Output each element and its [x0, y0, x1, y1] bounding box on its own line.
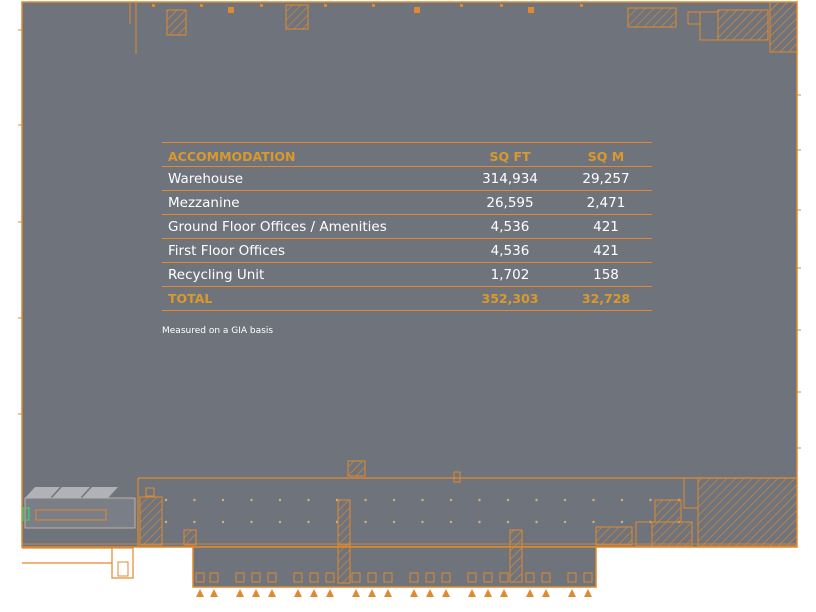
dock-marker	[468, 589, 476, 597]
dock-marker	[352, 589, 360, 597]
column-dot	[364, 499, 366, 501]
dock-marker	[484, 589, 492, 597]
dock-marker	[568, 589, 576, 597]
header-sqm: SQ M	[587, 149, 625, 164]
row-sqm: 421	[593, 243, 619, 259]
column-dot	[592, 499, 594, 501]
total-sqft: 352,303	[481, 291, 539, 306]
table-total-row	[162, 287, 652, 311]
dock-marker	[268, 589, 276, 597]
row-sqm: 2,471	[586, 195, 626, 211]
row-sqft: 4,536	[490, 219, 530, 235]
total-sqm: 32,728	[581, 291, 631, 306]
dock-marker	[368, 589, 376, 597]
header-sqft: SQ FT	[489, 149, 531, 164]
dock-marker	[196, 589, 204, 597]
column-dot	[478, 499, 480, 501]
row-name: Mezzanine	[168, 195, 240, 211]
loading-dock	[193, 547, 596, 587]
column-dot	[592, 521, 594, 523]
column-dot	[621, 521, 623, 523]
dock-marker	[236, 589, 244, 597]
column-dot	[165, 521, 167, 523]
column-dot	[649, 499, 651, 501]
row-sqft: 1,702	[490, 267, 530, 283]
dock-marker	[426, 589, 434, 597]
dock-level-markers	[196, 589, 592, 597]
table-row	[162, 239, 652, 263]
dock-marker	[500, 589, 508, 597]
dock-marker	[384, 589, 392, 597]
column-dot	[364, 521, 366, 523]
column-dot	[307, 521, 309, 523]
row-sqm: 158	[593, 267, 619, 283]
column-dot	[450, 521, 452, 523]
column-dot	[393, 521, 395, 523]
column-dot	[279, 499, 281, 501]
column-dot	[222, 499, 224, 501]
row-sqft: 4,536	[490, 243, 530, 259]
dock-marker	[252, 589, 260, 597]
dock-marker	[584, 589, 592, 597]
row-sqft: 26,595	[486, 195, 534, 211]
measurement-note: Measured on a GIA basis	[162, 326, 274, 336]
row-name: Recycling Unit	[168, 267, 265, 283]
row-sqm: 421	[593, 219, 619, 235]
dock-marker	[410, 589, 418, 597]
column-dot	[621, 499, 623, 501]
table-header	[162, 142, 652, 167]
column-dot	[250, 499, 252, 501]
dock-marker	[294, 589, 302, 597]
column-dot	[250, 521, 252, 523]
column-dot	[535, 499, 537, 501]
column-dot	[307, 499, 309, 501]
column-dot	[564, 521, 566, 523]
accommodation-table	[162, 142, 652, 311]
dock-marker	[326, 589, 334, 597]
table-row	[162, 215, 652, 239]
dock-marker	[542, 589, 550, 597]
column-dot	[279, 521, 281, 523]
column-dot	[165, 499, 167, 501]
row-sqm: 29,257	[582, 171, 630, 187]
column-dot	[193, 499, 195, 501]
table-row	[162, 167, 652, 191]
column-dot	[535, 521, 537, 523]
column-dot	[393, 499, 395, 501]
column-dot	[507, 499, 509, 501]
header-accommodation: ACCOMMODATION	[168, 149, 296, 164]
table-row	[162, 191, 652, 215]
dock-marker	[310, 589, 318, 597]
column-dot	[421, 521, 423, 523]
column-dot	[193, 521, 195, 523]
column-dot	[450, 499, 452, 501]
column-dot	[222, 521, 224, 523]
hatched-area-top	[167, 10, 186, 35]
column-dot	[421, 499, 423, 501]
dock-marker	[442, 589, 450, 597]
dock-marker	[526, 589, 534, 597]
row-sqft: 314,934	[482, 171, 538, 187]
column-dot	[478, 521, 480, 523]
total-label: TOTAL	[168, 291, 213, 306]
table-row	[162, 263, 652, 287]
recycling-unit	[25, 498, 135, 528]
row-name: Ground Floor Offices / Amenities	[168, 219, 387, 235]
dock-marker	[210, 589, 218, 597]
row-name: First Floor Offices	[168, 243, 286, 259]
row-name: Warehouse	[168, 171, 244, 187]
column-dot	[564, 499, 566, 501]
column-dot	[507, 521, 509, 523]
